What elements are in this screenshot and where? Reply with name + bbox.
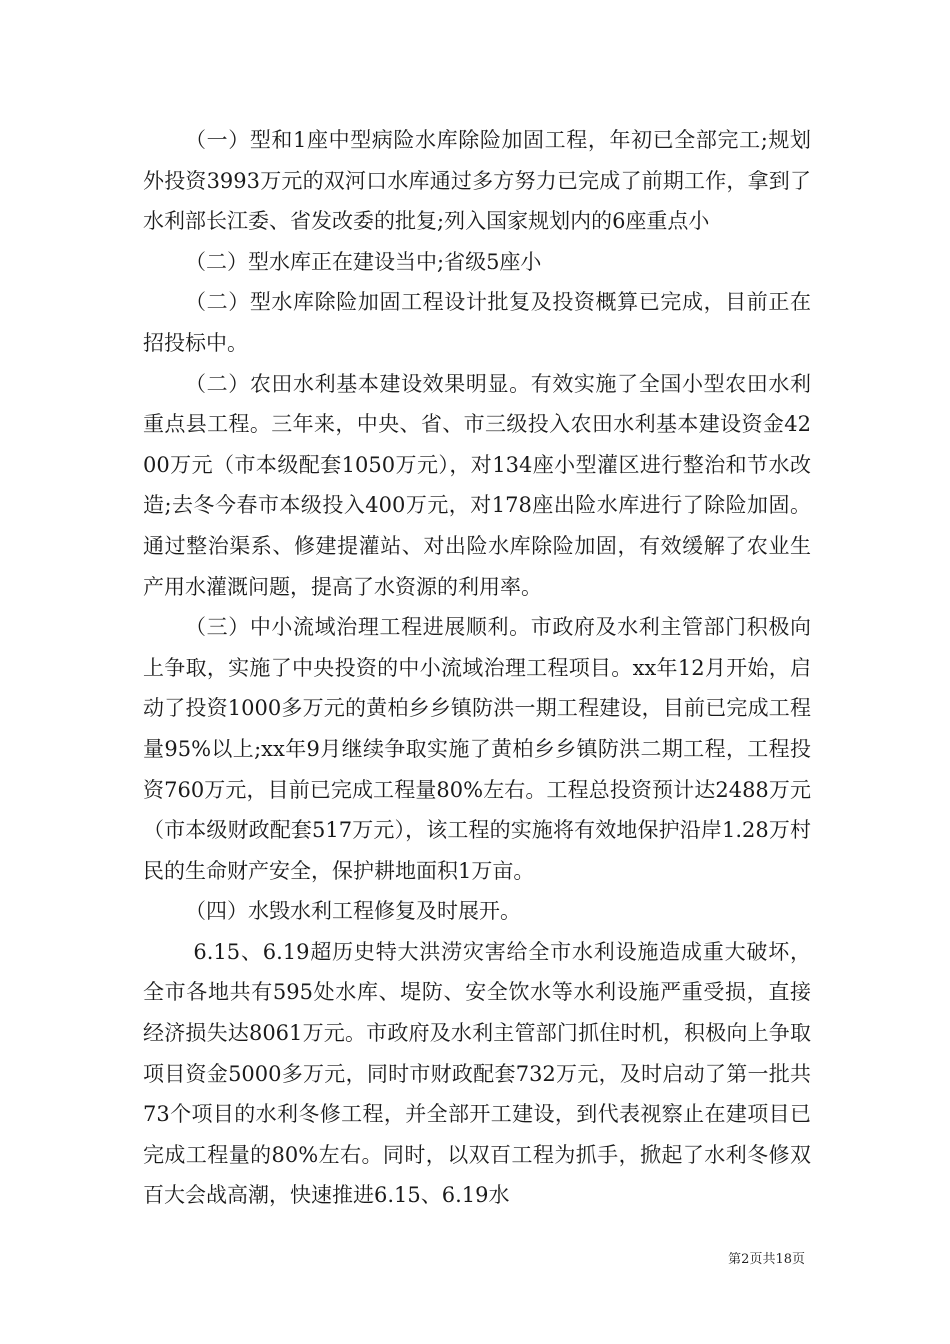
paragraph-watershed-management: （三）中小流域治理工程进展顺利。市政府及水利主管部门积极向上争取，实施了中央投资的中小流域治理工程项目。xx年12月开始，启动了投资1000多万元的黄柏乡乡镇防洪一期工程建设，目前已完成工程量95%以上;xx年9月继续争取实施了黄柏乡乡镇防洪二期工程，工程投资760万元，目前已完成工程量80%左右。工程总投资预计达2488万元（市本级财政配套517万元），该工程的实施将有效地保护沿岸1.28万村民的生命财产安全，保护耕地面积1万亩。 bbox=[143, 615, 811, 883]
paragraph-reservoir-construction: （二）型水库正在建设当中;省级5座小 bbox=[185, 249, 542, 274]
paragraph-flood-repair-heading: （四）水毁水利工程修复及时展开。 bbox=[185, 899, 521, 924]
document-body bbox=[143, 120, 811, 1216]
paragraph-reservoir-bidding: （二）型水库除险加固工程设计批复及投资概算已完成，目前正在招投标中。 bbox=[143, 290, 811, 355]
paragraph-reservoir-reinforcement: （一）型和1座中型病险水库除险加固工程，年初已全部完工;规划外投资3993万元的双河口水库通过多方努力已完成了前期工作，拿到了水利部长江委、省发改委的批复;列入国家规划内的6座重点小 bbox=[143, 128, 811, 234]
paragraph-flood-damage: 6.15、6.19超历史特大洪涝灾害给全市水利设施造成重大破坏，全市各地共有595处水库、堤防、安全饮水等水利设施严重受损，直接经济损失达8061万元。市政府及水利主管部门抓住时机，积极向上争取项目资金5000多万元，同时市财政配套732万元，及时启动了第一批共73个项目的水利冬修工程，并全部开工建设，到代表视察止在建项目已完成工程量的80%左右。同时，以双百工程为抓手，掀起了水利冬修双百大会战高潮，快速推进6.15、6.19水 bbox=[143, 939, 811, 1208]
page-number: 第2页共18页 bbox=[728, 1252, 805, 1267]
paragraph-farmland-water: （二）农田水利基本建设效果明显。有效实施了全国小型农田水利重点县工程。三年来，中央、省、市三级投入农田水利基本建设资金4200万元（市本级配套1050万元），对134座小型灌区进行整治和节水改造;去冬今春市本级投入400万元，对178座出险水库进行了除险加固。通过整治渠系、修建提灌站、对出险水库除险加固，有效缓解了农业生产用水灌溉问题，提高了水资源的利用率。 bbox=[143, 371, 811, 599]
